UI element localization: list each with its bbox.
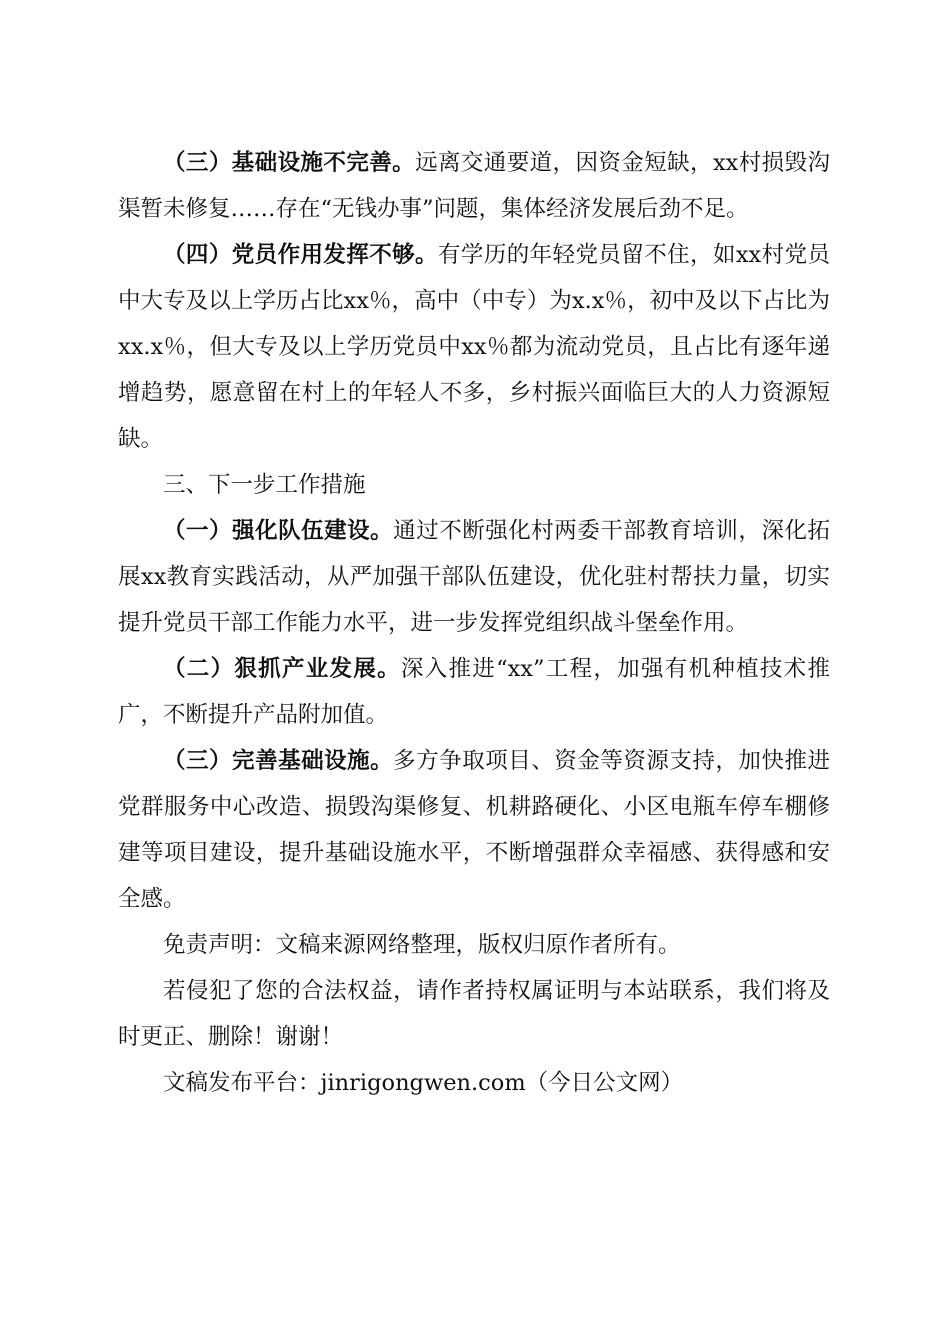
- problem-3-text: 远离交通要道，因资金短缺，xx村损毁沟渠暂未修复……存在“无钱办事”问题，集体经济发展后劲不足。: [118, 150, 830, 222]
- problem-paragraph-4: [118, 232, 830, 462]
- measure-paragraph-3: [118, 738, 830, 922]
- disclaimer-line-1: 免责声明：文稿来源网络整理，版权归原作者所有。: [163, 932, 681, 958]
- problem-paragraph-3: [118, 140, 830, 232]
- document-page: [118, 140, 830, 1106]
- measure-paragraph-1: [118, 508, 830, 646]
- measure-3-text: 多方争取项目、资金等资源支持，加快推进党群服务中心改造、损毁沟渠修复、机耕路硬化、小区电瓶车停车棚修建等项目建设，提升基础设施水平，不断增强群众幸福感、获得感和安全感。: [118, 748, 830, 912]
- measure-3-heading: （三）完善基础设施。: [163, 748, 394, 774]
- problem-4-heading: （四）党员作用发挥不够。: [163, 242, 438, 268]
- problem-4-text: 有学历的年轻党员留不住，如xx村党员中大专及以上学历占比xx％，高中（中专）为x.x％，初中及以下占比为xx.x％，但大专及以上学历党员中xx％都为流动党员，且占比有逐年递增趋势，愿意留在村上的年轻人不多，乡村振兴面临巨大的人力资源短缺。: [118, 242, 830, 452]
- problem-3-heading: （三）基础设施不完善。: [163, 150, 416, 176]
- measure-1-text: 通过不断强化村两委干部教育培训，深化拓展xx教育实践活动，从严加强干部队伍建设，优化驻村帮扶力量，切实提升党员干部工作能力水平，进一步发挥党组织战斗堡垒作用。: [118, 518, 830, 636]
- section-3-heading: 三、下一步工作措施: [163, 472, 366, 498]
- measure-paragraph-2: [118, 646, 830, 738]
- measure-2-text: 深入推进“xx”工程，加强有机种植技术推广，不断提升产品附加值。: [118, 656, 830, 728]
- measure-1-heading: （一）强化队伍建设。: [163, 518, 394, 544]
- disclaimer-line-2: 若侵犯了您的合法权益，请作者持权属证明与本站联系，我们将及时更正、删除！谢谢！: [118, 978, 830, 1050]
- publishing-platform-line: 文稿发布平台：jinrigongwen.com（今日公文网）: [163, 1070, 684, 1096]
- measure-2-heading: （二）狠抓产业发展。: [163, 656, 401, 682]
